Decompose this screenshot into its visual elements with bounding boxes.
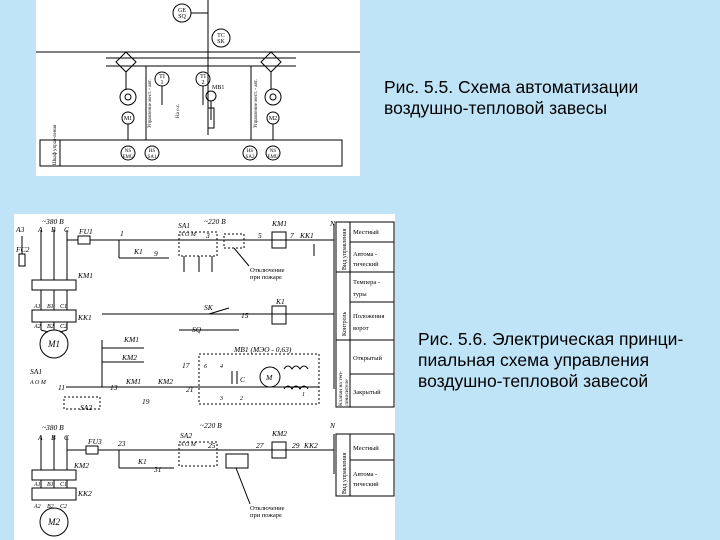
side-closed: Закрытый bbox=[353, 389, 381, 396]
phase-b-lower: B bbox=[51, 433, 56, 442]
ctrl-local-right: Управление мест. - авт. bbox=[254, 79, 259, 128]
capacitor-label: C bbox=[240, 375, 246, 384]
kk2-power-label: KK2 bbox=[78, 489, 92, 498]
tc-sk-label-1: TC bbox=[217, 33, 225, 39]
n-bottom: N bbox=[330, 421, 336, 430]
node-25: 25 bbox=[208, 441, 216, 450]
ti1-label-2: 1 bbox=[160, 80, 164, 86]
sa2-label: SA2 bbox=[180, 431, 193, 440]
sa1-lower-aom: A O M bbox=[30, 380, 46, 386]
sa2-aom: A O M bbox=[180, 442, 196, 448]
phase-b: B bbox=[51, 225, 56, 234]
node-7: 7 bbox=[290, 231, 294, 240]
a2-label: A2 bbox=[34, 324, 41, 330]
ge-sq-label-1: GE bbox=[178, 8, 186, 14]
c1-label: C1 bbox=[60, 304, 68, 310]
sa1-label: SA1 bbox=[178, 221, 191, 230]
ns-emu-left-1: NS bbox=[124, 149, 132, 154]
sa2-upper-label: SA2 bbox=[80, 403, 93, 412]
mb1-label: MB1 bbox=[212, 85, 225, 91]
v220-top: ~220 В bbox=[204, 217, 226, 226]
header-kontrol: Контроль bbox=[342, 311, 348, 336]
node-11: 11 bbox=[58, 383, 65, 392]
tc-sk-label-2: SK bbox=[217, 39, 225, 45]
phase-a-lower: A bbox=[38, 433, 43, 442]
km2-coil-label: KM2 bbox=[272, 429, 287, 438]
phase-a: A bbox=[38, 225, 43, 234]
k1-lower-label: K1 bbox=[138, 457, 147, 466]
side-auto-2: тический bbox=[353, 261, 379, 268]
b1-label: B1 bbox=[47, 304, 54, 310]
node-15: 15 bbox=[241, 311, 249, 320]
sq-label: SQ bbox=[192, 325, 202, 334]
ns-emu-right-2: EMU bbox=[267, 155, 279, 160]
km1-coil-label: KM1 bbox=[272, 219, 287, 228]
km1-power-label: KM1 bbox=[78, 271, 93, 280]
ns-emu-right-1: NS bbox=[269, 149, 277, 154]
node-29: 29 bbox=[292, 441, 300, 450]
cabinet-label: Шкаф управ-ления bbox=[53, 124, 58, 165]
node-1: 1 bbox=[120, 229, 124, 238]
to-ots-label: На о.с. bbox=[176, 103, 181, 118]
node-17: 17 bbox=[182, 361, 190, 370]
km2-power-label: KM2 bbox=[74, 461, 89, 470]
v220-bot: ~220 В bbox=[200, 421, 222, 430]
fire-off-top-2: при пожаре bbox=[250, 274, 282, 281]
v380-bot: ~380 В bbox=[42, 423, 64, 432]
k1-coil-label: K1 bbox=[276, 297, 285, 306]
side-temp-2: туры bbox=[353, 291, 367, 298]
node-3b: 3 bbox=[220, 396, 223, 402]
side-gates-1: Положения bbox=[353, 313, 385, 320]
figure-caption-5-5: Рис. 5.5. Схема автоматизации воздушно-тепловой завесы bbox=[384, 77, 639, 118]
kk1-power-label: KK1 bbox=[78, 313, 92, 322]
hs-sa2-1: HS bbox=[246, 149, 254, 154]
node-19: 19 bbox=[142, 397, 150, 406]
kk1-contact-label: KK1 bbox=[300, 231, 314, 240]
node-21: 21 bbox=[186, 385, 194, 394]
n-top: N bbox=[330, 219, 336, 228]
fire-off-bot-1: Отключение bbox=[250, 505, 285, 512]
k1-label: K1 bbox=[134, 247, 143, 256]
m2-label: M2 bbox=[268, 116, 278, 122]
ti2-label-1: TI bbox=[200, 74, 206, 80]
side-local2: Местный bbox=[353, 445, 379, 452]
node-2: 2 bbox=[240, 396, 243, 402]
hs-sa1-2: SA1 bbox=[147, 155, 157, 160]
a1-lower: A1 bbox=[34, 482, 41, 488]
side-open: Открытый bbox=[353, 355, 382, 362]
electrical-schematic bbox=[14, 214, 395, 540]
header-klapan-1: Клапан на теп- bbox=[338, 371, 344, 406]
b2-label: B2 bbox=[47, 324, 54, 330]
node-31: 31 bbox=[154, 465, 162, 474]
node-4: 4 bbox=[220, 364, 223, 370]
figure-caption-5-6: Рис. 5.6. Электрическая принци- пиальная схема управления воздушно-тепловой завесой bbox=[418, 329, 684, 391]
node-3: 3 bbox=[206, 231, 210, 240]
km2-lower-label: KM2 bbox=[158, 377, 173, 386]
fire-off-bot-2: при пожаре bbox=[250, 512, 282, 519]
v380-top: ~380 В bbox=[42, 217, 64, 226]
node-6: 6 bbox=[204, 364, 207, 370]
node-13: 13 bbox=[110, 383, 118, 392]
automation-diagram-panel bbox=[36, 0, 360, 176]
ti2-label-2: 2 bbox=[201, 80, 205, 86]
electrical-schematic-panel bbox=[14, 214, 395, 540]
side-gates-2: ворот bbox=[353, 325, 369, 332]
hs-sa2-2: SA2 bbox=[245, 155, 255, 160]
side-temp-1: Темпера - bbox=[353, 279, 381, 286]
m2-motor-label: M2 bbox=[48, 517, 60, 527]
header-klapan-2: лоносителе bbox=[344, 379, 350, 406]
side-local: Местный bbox=[353, 229, 379, 236]
a3-label: A3 bbox=[16, 225, 25, 234]
c1-lower: C1 bbox=[60, 482, 68, 488]
fc2-label: FC2 bbox=[16, 245, 30, 254]
km2-ctrl-label: KM2 bbox=[122, 353, 137, 362]
hs-sa1-1: HS bbox=[148, 149, 156, 154]
a2-lower: A2 bbox=[34, 504, 41, 510]
ti1-label-1: TI bbox=[159, 74, 165, 80]
ge-sq-label-2: SQ bbox=[178, 14, 186, 20]
mb1-label: MB1 (МЭО - 0,63) bbox=[234, 345, 292, 354]
fu1-label: FU1 bbox=[79, 227, 93, 236]
header-vid-upr-2: Вид управления bbox=[342, 452, 348, 494]
m1-motor-label: M1 bbox=[48, 339, 60, 349]
ctrl-local-left: Управление мест. - авт. bbox=[148, 79, 153, 128]
b1-lower: B1 bbox=[47, 482, 54, 488]
sk-label: SK bbox=[204, 303, 213, 312]
side-auto-1: Автома - bbox=[353, 251, 378, 258]
mb1-motor-m: M bbox=[266, 373, 273, 382]
node-9: 9 bbox=[154, 249, 158, 258]
m1-label: M1 bbox=[123, 116, 133, 122]
phase-c: C bbox=[64, 225, 70, 234]
automation-diagram bbox=[36, 0, 360, 176]
header-vid-upr: Вид управления bbox=[342, 228, 348, 270]
sa1-lower-label: SA1 bbox=[30, 367, 43, 376]
fu3-label: FU3 bbox=[88, 437, 102, 446]
ns-emu-left-2: EMU bbox=[122, 155, 134, 160]
c2-lower: C2 bbox=[60, 504, 68, 510]
km1-ctrl-label: KM1 bbox=[124, 335, 139, 344]
b2-lower: B2 bbox=[47, 504, 54, 510]
side-auto2-2: тический bbox=[353, 481, 379, 488]
fire-off-top-1: Отключение bbox=[250, 267, 285, 274]
node-5: 5 bbox=[258, 231, 262, 240]
side-auto2-1: Автома - bbox=[353, 471, 378, 478]
kk2-contact-label: KK2 bbox=[304, 441, 318, 450]
a1-label: A1 bbox=[34, 304, 41, 310]
node-27: 27 bbox=[256, 441, 264, 450]
c2-label: C2 bbox=[60, 324, 68, 330]
sa1-aom: A O M bbox=[180, 232, 196, 238]
node-23: 23 bbox=[118, 439, 126, 448]
node-1b: 1 bbox=[302, 392, 305, 398]
km1-lower-label: KM1 bbox=[126, 377, 141, 386]
phase-c-lower: C bbox=[64, 433, 70, 442]
